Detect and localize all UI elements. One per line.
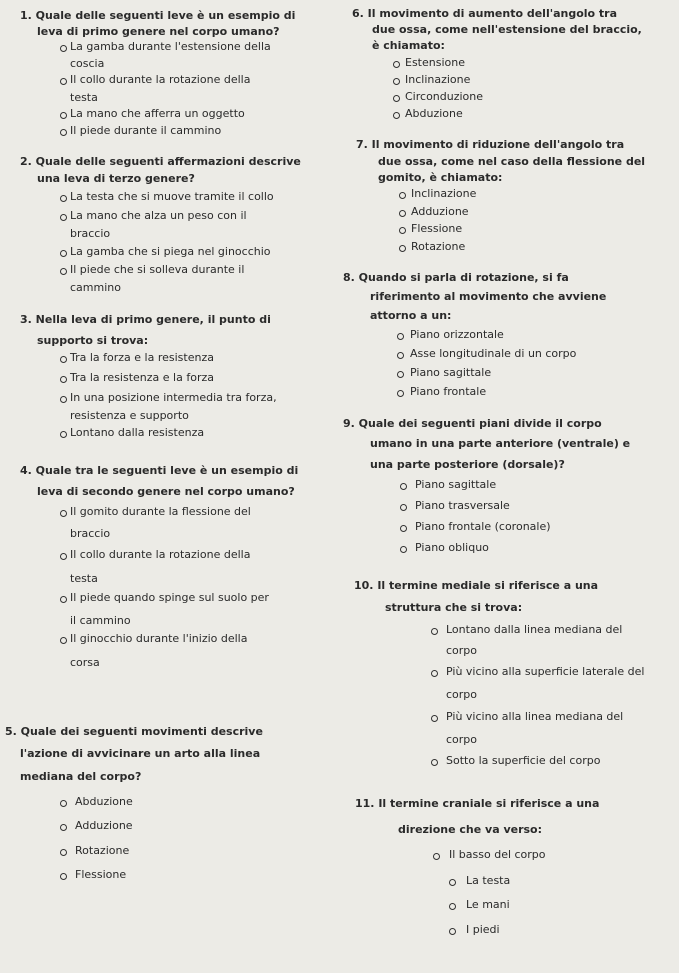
q11-option-1: Il basso del corpo <box>449 848 546 861</box>
q2-option-1-radio[interactable] <box>60 195 67 202</box>
q4-option-2-cont: testa <box>70 572 98 585</box>
q3-option-1: Tra la forza e la resistenza <box>70 351 214 364</box>
q6-option-2-radio[interactable] <box>393 78 400 85</box>
q1-option-3: La mano che afferra un oggetto <box>70 107 245 120</box>
q2-title-line1: 2. Quale delle seguenti affermazioni descrive <box>20 155 301 168</box>
q6-title-line1: 6. Il movimento di aumento dell'angolo tra <box>352 7 618 20</box>
q10-option-2-cont: corpo <box>446 688 478 701</box>
q1-option-4-radio[interactable] <box>60 129 67 136</box>
q1-option-1-radio[interactable] <box>60 45 67 52</box>
q6-option-4: Abduzione <box>405 107 463 120</box>
q8-title-line3: attorno a un: <box>370 309 452 322</box>
q10-option-4-radio[interactable] <box>431 759 438 766</box>
q1-option-4: Il piede durante il cammino <box>70 124 222 137</box>
q9-option-1: Piano sagittale <box>415 478 497 491</box>
q3-option-2-radio[interactable] <box>60 376 67 383</box>
q10-title-line1: 10. Il termine mediale si riferisce a una <box>354 579 599 592</box>
q8-option-4-radio[interactable] <box>397 390 404 397</box>
q1-option-2-cont: testa <box>70 91 98 104</box>
q7-option-4-radio[interactable] <box>399 245 406 252</box>
q5-option-3-radio[interactable] <box>60 849 67 856</box>
q11-title-line1: 11. Il termine craniale si riferisce a una <box>355 797 600 810</box>
q11-option-3: Le mani <box>466 898 510 911</box>
q6-title-line2: due ossa, come nell'estensione del braccio, <box>372 23 642 36</box>
q1-title-line1: 1. Quale delle seguenti leve è un esempio di <box>20 9 296 22</box>
q1-option-1: La gamba durante l'estensione della <box>70 40 271 53</box>
q1-option-1-cont: coscia <box>70 57 105 70</box>
q11-option-4-radio[interactable] <box>449 928 456 935</box>
q5-option-1: Abduzione <box>75 795 133 808</box>
q3-option-4: Lontano dalla resistenza <box>70 426 205 439</box>
q5-option-4: Flessione <box>75 868 127 881</box>
q10-option-3: Più vicino alla linea mediana del <box>446 710 624 723</box>
q2-option-4-cont: cammino <box>70 281 121 294</box>
q6-option-1: Estensione <box>405 56 465 69</box>
q2-title-line2: una leva di terzo genere? <box>37 172 195 185</box>
q6-option-1-radio[interactable] <box>393 61 400 68</box>
q11-option-4: I piedi <box>466 923 500 936</box>
q10-option-2: Più vicino alla superficie laterale del <box>446 665 645 678</box>
q4-option-1-cont: braccio <box>70 527 111 540</box>
q6-option-2: Inclinazione <box>405 73 471 86</box>
q9-title-line1: 9. Quale dei seguenti piani divide il corpo <box>343 417 602 430</box>
q11-option-1-radio[interactable] <box>433 853 440 860</box>
q3-option-3: In una posizione intermedia tra forza, <box>70 391 277 404</box>
q5-option-2-radio[interactable] <box>60 824 67 831</box>
q10-option-1-cont: corpo <box>446 644 478 657</box>
q9-option-2: Piano trasversale <box>415 499 510 512</box>
q2-option-4-radio[interactable] <box>60 268 67 275</box>
q11-option-3-radio[interactable] <box>449 903 456 910</box>
q5-option-2: Adduzione <box>75 819 133 832</box>
q7-title-line2: due ossa, come nel caso della flessione del <box>378 155 646 168</box>
q3-title-line2: supporto si trova: <box>37 334 149 347</box>
q7-option-4: Rotazione <box>411 240 466 253</box>
q4-option-2: Il collo durante la rotazione della <box>70 548 251 561</box>
q2-option-3-radio[interactable] <box>60 250 67 257</box>
q5-option-4-radio[interactable] <box>60 873 67 880</box>
q8-option-3-radio[interactable] <box>397 371 404 378</box>
q8-option-4: Piano frontale <box>410 385 487 398</box>
q3-title-line1: 3. Nella leva di primo genere, il punto di <box>20 313 271 326</box>
q10-title-line2: struttura che si trova: <box>385 601 523 614</box>
q2-option-2: La mano che alza un peso con il <box>70 209 247 222</box>
q8-option-2: Asse longitudinale di un corpo <box>410 347 577 360</box>
q7-option-2: Adduzione <box>411 205 469 218</box>
q8-title-line2: riferimento al movimento che avviene <box>370 290 607 303</box>
q10-option-1-radio[interactable] <box>431 628 438 635</box>
q8-title-line1: 8. Quando si parla di rotazione, si fa <box>343 271 569 284</box>
q10-option-2-radio[interactable] <box>431 670 438 677</box>
q4-option-3-radio[interactable] <box>60 596 67 603</box>
q11-title-line2: direzione che va verso: <box>398 823 543 836</box>
q10-option-1: Lontano dalla linea mediana del <box>446 623 623 636</box>
q7-title-line3: gomito, è chiamato: <box>378 171 503 184</box>
q4-option-3-cont: il cammino <box>70 614 131 627</box>
q4-option-1-radio[interactable] <box>60 510 67 517</box>
q2-option-3: La gamba che si piega nel ginocchio <box>70 245 271 258</box>
q4-title-line1: 4. Quale tra le seguenti leve è un esempio di <box>20 464 299 477</box>
q9-option-3-radio[interactable] <box>400 525 407 532</box>
q4-option-2-radio[interactable] <box>60 553 67 560</box>
q9-option-2-radio[interactable] <box>400 504 407 511</box>
q6-option-4-radio[interactable] <box>393 112 400 119</box>
q3-option-2: Tra la resistenza e la forza <box>70 371 214 384</box>
q9-title-line2: umano in una parte anteriore (ventrale) e <box>370 437 631 450</box>
q9-option-4: Piano obliquo <box>415 541 489 554</box>
q6-title-line3: è chiamato: <box>372 39 445 52</box>
q3-option-3-cont: resistenza e supporto <box>70 409 189 422</box>
q7-option-1: Inclinazione <box>411 187 477 200</box>
q5-option-3: Rotazione <box>75 844 130 857</box>
q5-title-line2: l'azione di avvicinare un arto alla linea <box>20 747 261 760</box>
q10-option-3-radio[interactable] <box>431 715 438 722</box>
q7-option-3-radio[interactable] <box>399 227 406 234</box>
q4-option-1: Il gomito durante la flessione del <box>70 505 251 518</box>
q2-option-1: La testa che si muove tramite il collo <box>70 190 274 203</box>
q9-title-line3: una parte posteriore (dorsale)? <box>370 458 565 471</box>
q10-option-3-cont: corpo <box>446 733 478 746</box>
q7-title-line1: 7. Il movimento di riduzione dell'angolo tra <box>356 138 625 151</box>
q2-option-4: Il piede che si solleva durante il <box>70 263 245 276</box>
q8-option-3: Piano sagittale <box>410 366 492 379</box>
q9-option-4-radio[interactable] <box>400 546 407 553</box>
q4-option-4-radio[interactable] <box>60 637 67 644</box>
q4-option-4-cont: corsa <box>70 656 100 669</box>
q1-option-3-radio[interactable] <box>60 112 67 119</box>
q5-option-1-radio[interactable] <box>60 800 67 807</box>
q8-option-1-radio[interactable] <box>397 333 404 340</box>
q4-title-line2: leva di secondo genere nel corpo umano? <box>37 485 295 498</box>
q7-option-3: Flessione <box>411 222 463 235</box>
q3-option-1-radio[interactable] <box>60 356 67 363</box>
q3-option-3-radio[interactable] <box>60 396 67 403</box>
q7-option-2-radio[interactable] <box>399 210 406 217</box>
q11-option-2-radio[interactable] <box>449 879 456 886</box>
q11-option-2: La testa <box>466 874 511 887</box>
q7-option-1-radio[interactable] <box>399 192 406 199</box>
q10-option-4: Sotto la superficie del corpo <box>446 754 601 767</box>
q9-option-1-radio[interactable] <box>400 483 407 490</box>
q4-option-3: Il piede quando spinge sul suolo per <box>70 591 269 604</box>
q6-option-3: Circonduzione <box>405 90 484 103</box>
q1-option-2: Il collo durante la rotazione della <box>70 73 251 86</box>
q1-title-line2: leva di primo genere nel corpo umano? <box>37 25 280 38</box>
q8-option-2-radio[interactable] <box>397 352 404 359</box>
q6-option-3-radio[interactable] <box>393 95 400 102</box>
q4-option-4: Il ginocchio durante l'inizio della <box>70 632 248 645</box>
q5-title-line3: mediana del corpo? <box>20 770 142 783</box>
q1-option-2-radio[interactable] <box>60 78 67 85</box>
q5-title-line1: 5. Quale dei seguenti movimenti descrive <box>5 725 263 738</box>
q9-option-3: Piano frontale (coronale) <box>415 520 551 533</box>
q3-option-4-radio[interactable] <box>60 431 67 438</box>
q2-option-2-radio[interactable] <box>60 214 67 221</box>
q8-option-1: Piano orizzontale <box>410 328 504 341</box>
q2-option-2-cont: braccio <box>70 227 111 240</box>
